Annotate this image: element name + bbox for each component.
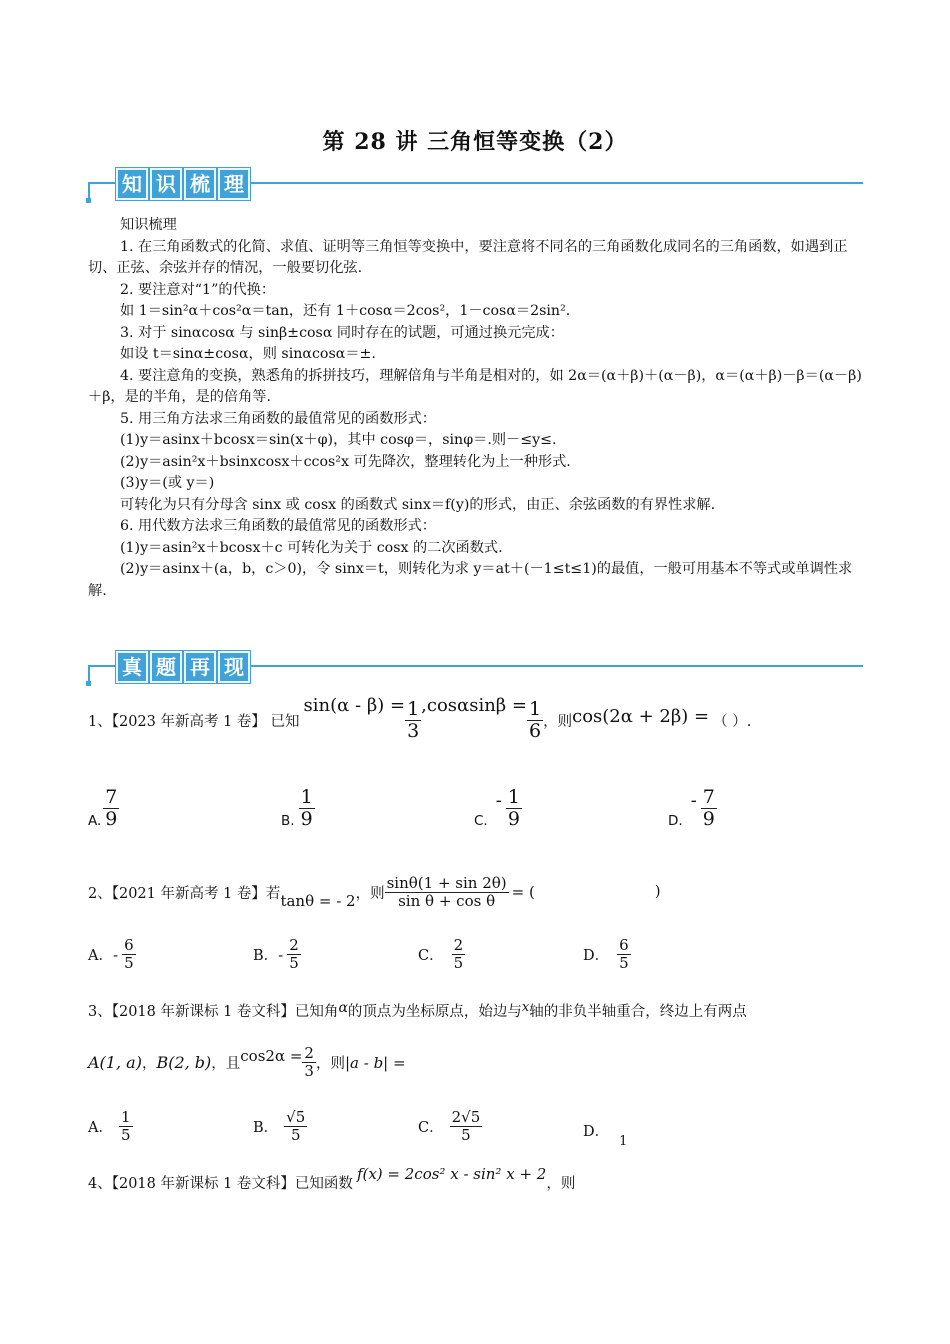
knowledge-line: 5. 用三角方法求三角函数的最值常见的函数形式： <box>120 410 436 427</box>
section-header-exam <box>88 643 863 687</box>
question-4 <box>88 1164 576 1193</box>
section-badge <box>116 651 250 683</box>
fraction: $\frac{6}{5}$ <box>619 936 629 972</box>
math-expr: A(1, a) <box>88 1053 142 1072</box>
math-expr: ,cosαsinβ = <box>421 695 528 716</box>
page-title: 第 28 讲 三角恒等变换（2） <box>322 129 628 155</box>
answer-blank: = ( <box>511 883 535 901</box>
math-expr: α <box>338 1000 348 1016</box>
math-expr: cos2α = <box>240 1046 303 1065</box>
section-header-knowledge <box>88 160 863 204</box>
fraction: $\frac{\sin\theta(1 + \sin 2\theta)}{\text{sin θ + cos θ}}$ <box>386 873 507 910</box>
answer-blank: （ ）. <box>713 714 752 730</box>
badge-char: 题 <box>150 651 182 683</box>
option-b[interactable]: B． $\frac{√5}{5}$ <box>253 1108 306 1144</box>
option-c[interactable]: C. - $\frac{1}{9}$ <box>474 786 520 830</box>
knowledge-line: (1)y＝asinx＋bcosx＝sin(x＋φ)，其中 cosφ＝，sinφ＝.则－≤y≤. <box>120 432 557 448</box>
option-d[interactable]: D． 1 <box>583 1124 628 1149</box>
question-1 <box>88 695 752 742</box>
knowledge-line: (2)y＝asinx＋(a，b，c＞0)，令 sinx＝t，则转化为求 y＝at＋(－1≤t≤1)的最值，一般可用基本不等式或单调性求解. <box>88 561 853 599</box>
knowledge-line: 2. 要注意对“1”的代换： <box>120 281 276 298</box>
fraction: $\frac{7}{9}$ <box>702 786 715 830</box>
question-text: 轴的非负半轴重合，终边上有两点 <box>529 1004 747 1020</box>
fraction: $\frac{2}{3}$ <box>304 1044 314 1080</box>
option-b[interactable]: B. $\frac{1}{9}$ <box>281 786 313 830</box>
question-1-options <box>88 788 848 838</box>
option-a[interactable]: A． - $\frac{6}{5}$ <box>88 936 134 972</box>
fraction: $\frac{1}{3}$ <box>407 698 420 742</box>
option-a[interactable]: A. $\frac{7}{9}$ <box>88 786 118 830</box>
fraction: $\frac{2}{5}$ <box>289 936 299 972</box>
math-expr: x <box>521 1000 530 1015</box>
question-text: ，则 <box>355 885 385 902</box>
question-prefix: 1、【2023 年新高考 1 卷】 已知 <box>88 714 300 730</box>
option-d[interactable]: D． $\frac{6}{5}$ <box>583 936 629 972</box>
option-c[interactable]: C． $\frac{2}{5}$ <box>418 936 464 972</box>
option-c[interactable]: C． $\frac{2√5}{5}$ <box>418 1108 481 1144</box>
question-2 <box>88 874 661 910</box>
option-b[interactable]: B． - $\frac{2}{5}$ <box>253 936 299 972</box>
knowledge-line: 6. 用代数方法求三角函数的最值常见的函数形式： <box>120 518 436 534</box>
badge-char: 知 <box>116 168 148 200</box>
fraction: $\frac{1}{6}$ <box>529 698 542 742</box>
fraction: $\frac{√5}{5}$ <box>286 1108 306 1144</box>
badge-char: 理 <box>218 168 250 200</box>
knowledge-line: 如设 t＝sinα±cosα，则 sinαcosα＝±. <box>120 346 376 362</box>
question-text: ， <box>141 1056 157 1072</box>
question-prefix: 4、【2018 年新课标 1 卷文科】已知函数 <box>88 1176 353 1192</box>
section-badge <box>116 168 250 200</box>
fraction: $\frac{1}{5}$ <box>120 1108 131 1144</box>
knowledge-line: 3. 对于 sinαcosα 与 sinβ±cosα 同时存在的试题，可通过换元完成： <box>120 324 564 341</box>
fraction: $\frac{2}{5}$ <box>453 936 464 972</box>
question-text: ，则 <box>546 1176 576 1192</box>
question-3-line-2 <box>88 1046 406 1079</box>
question-prefix: 3、【2018 年新课标 1 卷文科】已知角 <box>88 1004 339 1020</box>
question-3-line-1 <box>88 1000 747 1021</box>
question-2-options <box>88 938 848 978</box>
badge-char: 真 <box>116 651 148 683</box>
option-a[interactable]: A． $\frac{1}{5}$ <box>88 1108 131 1144</box>
badge-char: 再 <box>184 651 216 683</box>
knowledge-heading: 知识梳理 <box>120 217 177 233</box>
fraction: $\frac{6}{5}$ <box>124 936 134 972</box>
fraction: $\frac{7}{9}$ <box>105 786 118 830</box>
knowledge-body <box>88 215 864 602</box>
knowledge-line: 可转化为只有分母含 sinx 或 cosx 的函数式 sinx＝f(y)的形式，由正、余弦函数的有界性求解. <box>120 496 716 513</box>
answer-blank-close: ) <box>654 884 661 900</box>
math-expr: f(x) = 2cos² x - sin² x + 2 <box>356 1164 547 1183</box>
knowledge-line: 4. 要注意角的变换，熟悉角的拆拼技巧，理解倍角与半角是相对的，如 2α＝(α＋β)＋(α－β)，α＝(α＋β)－β＝(α－β)＋β，是的半角，是的倍角等. <box>88 367 862 405</box>
knowledge-line: (3)y＝(或 y＝) <box>120 475 215 491</box>
knowledge-line: 如 1＝sin²α＋cos²α＝tan，还有 1＋cosα＝2cos²，1－cosα＝2sin². <box>120 303 571 319</box>
math-expr: B(2, b) <box>156 1053 212 1072</box>
question-text: ，则 <box>315 1056 345 1072</box>
math-expr: |a - b| = <box>344 1053 406 1072</box>
question-text: ，且 <box>211 1056 241 1072</box>
fraction: $\frac{2√5}{5}$ <box>451 1108 481 1144</box>
question-text: 的顶点为坐标原点，始边与 <box>347 1004 522 1020</box>
knowledge-line: 1. 在三角函数式的化简、求值、证明等三角恒等变换中，要注意将不同名的三角函数化成同名的三角函数，如遇到正切、正弦、余弦并存的情况，一般要切化弦. <box>88 238 848 276</box>
math-expr: sin(α - β) = <box>303 695 406 716</box>
fraction: $\frac{1}{9}$ <box>507 786 520 830</box>
question-text: ，则 <box>543 714 573 730</box>
badge-char: 识 <box>150 168 182 200</box>
question-prefix: 2、【2021 年新高考 1 卷】若 <box>88 885 281 902</box>
math-expr: cos(2α + 2β) = <box>572 706 710 727</box>
knowledge-line: (1)y＝asin²x＋bcosx＋c 可转化为关于 cosx 的二次函数式. <box>120 539 503 556</box>
question-3-options <box>88 1110 848 1154</box>
badge-char: 梳 <box>184 168 216 200</box>
divider-dot <box>86 198 91 203</box>
badge-char: 现 <box>218 651 250 683</box>
knowledge-line: (2)y＝asin²x＋bsinxcosx＋ccos²x 可先降次，整理转化为上一种形式. <box>120 453 571 470</box>
divider-dot <box>86 681 91 686</box>
math-expr: tanθ = - 2 <box>280 892 356 910</box>
option-d[interactable]: D. - $\frac{7}{9}$ <box>668 786 715 830</box>
fraction: $\frac{1}{9}$ <box>300 786 313 830</box>
